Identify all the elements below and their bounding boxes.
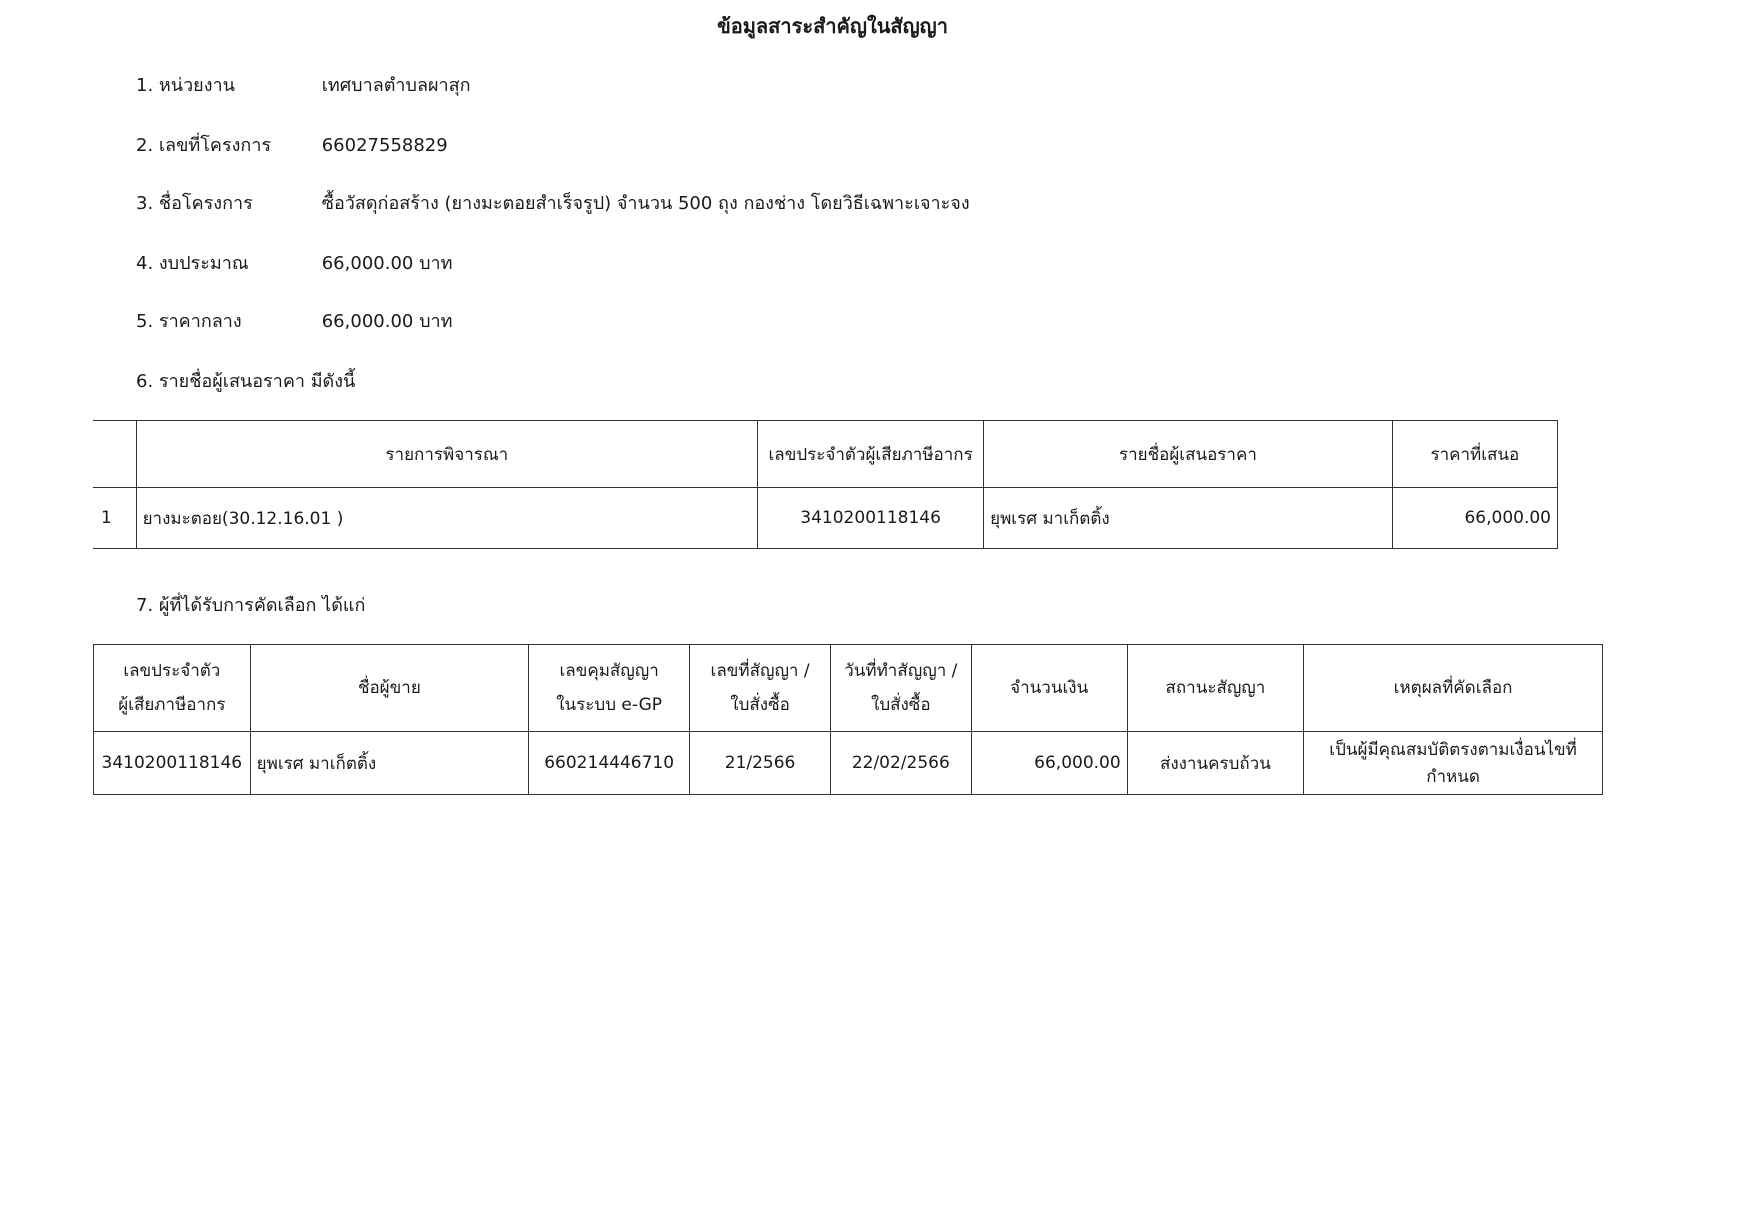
column-header: เลขประจำตัวผู้เสียภาษีอากร [758, 421, 984, 488]
header-line: เลขคุมสัญญา [559, 661, 659, 681]
item-cell: ยางมะตอย(30.12.16.01 ) [136, 488, 757, 549]
seller-cell: ยุพเรศ มาเก็ตติ้ง [250, 732, 528, 795]
field-project-name [136, 188, 970, 217]
price-cell: 66,000.00 [1392, 488, 1557, 549]
amount-cell: 66,000.00 [971, 732, 1127, 795]
status-cell: ส่งงานครบถ้วน [1127, 732, 1303, 795]
field-value: เทศบาลตำบลผาสุก [321, 75, 471, 96]
winner-section-title: 7. ผู้ที่ได้รับการคัดเลือก ได้แก่ [136, 595, 366, 616]
column-header: ราคาที่เสนอ [1392, 421, 1557, 488]
column-header-amount [971, 645, 1127, 732]
table-header-row [94, 645, 1603, 732]
header-line: เหตุผลที่คัดเลือก [1393, 678, 1513, 698]
column-header-contract-date [830, 645, 971, 732]
column-header-reason [1304, 645, 1603, 732]
field-value: ซื้อวัสดุก่อสร้าง (ยางมะตอยสำเร็จรูป) จำนวน 500 ถุง กองช่าง โดยวิธีเฉพาะเจาะจง [321, 193, 970, 214]
column-header-status [1127, 645, 1303, 732]
column-header-seller [250, 645, 528, 732]
header-line: วันที่ทำสัญญา / [844, 661, 958, 681]
table-row [93, 488, 1558, 549]
header-line: เลขประจำตัว [123, 661, 221, 681]
field-value: 66027558829 [321, 135, 448, 156]
column-header-tax-id [94, 645, 251, 732]
field-label: 4. งบประมาณ [136, 253, 249, 274]
header-line: ผู้เสียภาษีอากร [118, 695, 226, 715]
header-line: เลขที่สัญญา / [710, 661, 810, 681]
winner-table [93, 644, 1603, 795]
contract-date-cell: 22/02/2566 [830, 732, 971, 795]
field-project-number [136, 130, 448, 159]
field-budget [136, 248, 452, 277]
header-line: ในระบบ e-GP [556, 695, 663, 715]
header-line: สถานะสัญญา [1165, 678, 1266, 698]
field-label: 3. ชื่อโครงการ [136, 193, 253, 214]
tax-id-cell: 3410200118146 [758, 488, 984, 549]
egp-number-cell: 660214446710 [529, 732, 690, 795]
field-median-price [136, 306, 452, 335]
field-value: 66,000.00 บาท [321, 311, 453, 332]
tax-id-cell: 3410200118146 [94, 732, 251, 795]
column-header: รายชื่อผู้เสนอราคา [984, 421, 1393, 488]
table-row [94, 732, 1603, 795]
bidder-name-cell: ยุพเรศ มาเก็ตติ้ง [984, 488, 1393, 549]
column-header-contract-no [690, 645, 831, 732]
bidders-section-title: 6. รายชื่อผู้เสนอราคา มีดังนี้ [136, 371, 356, 392]
row-index: 1 [93, 488, 136, 549]
contract-number-cell: 21/2566 [690, 732, 831, 795]
header-line: จำนวนเงิน [1010, 678, 1089, 698]
header-line: ชื่อผู้ขาย [357, 678, 421, 698]
index-header [93, 421, 136, 488]
column-header-egp [529, 645, 690, 732]
field-agency [136, 70, 471, 99]
field-label: 5. ราคากลาง [136, 311, 242, 332]
header-line: ใบสั่งซื้อ [871, 695, 931, 715]
page-title: ข้อมูลสาระสำคัญในสัญญา [717, 14, 948, 38]
header-line: ใบสั่งซื้อ [730, 695, 790, 715]
column-header: รายการพิจารณา [136, 421, 757, 488]
field-value: 66,000.00 บาท [321, 253, 453, 274]
reason-cell: เป็นผู้มีคุณสมบัติตรงตามเงื่อนไขที่กำหนด [1304, 732, 1603, 795]
field-label: 2. เลขที่โครงการ [136, 135, 272, 156]
bidders-table [93, 420, 1558, 549]
table-header-row [93, 421, 1558, 488]
field-label: 1. หน่วยงาน [136, 75, 235, 96]
